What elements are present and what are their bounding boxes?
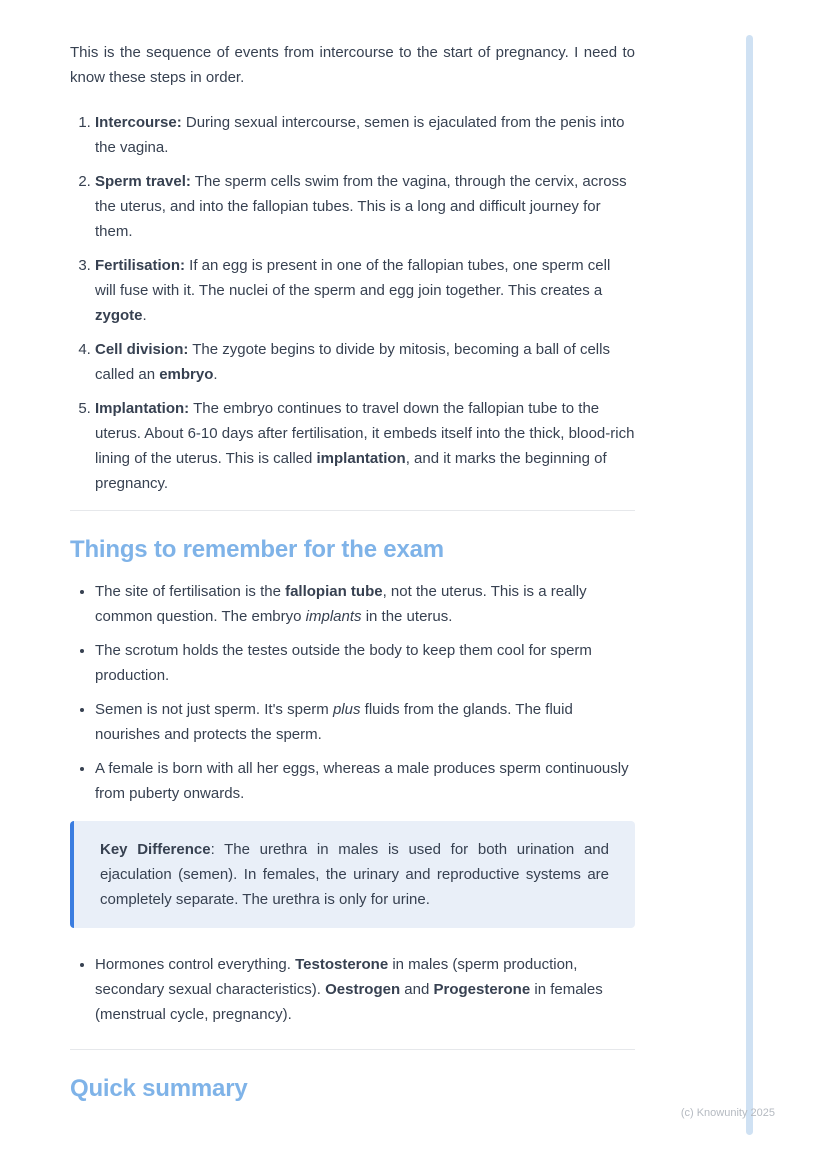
key-difference-callout [70, 821, 635, 928]
watermark: (c) Knowunity 2025 [680, 1107, 775, 1119]
step-intercourse: 1. Intercourse: During sexual intercourse, semen is ejaculated from the penis into the vagina. [95, 110, 635, 160]
section-divider [70, 1049, 635, 1050]
step-fertilisation: 3. Fertilisation: If an egg is present in one of the fallopian tubes, one sperm cell will fuse with it. The nuclei of the sperm and egg join together. This creates a zygote. [95, 253, 635, 328]
exam-tips-list [70, 579, 635, 806]
pregnancy-steps-list [70, 110, 635, 496]
document-content [70, 0, 635, 1118]
hormones-tip-list [70, 952, 635, 1027]
intro-paragraph: This is the sequence of events from intercourse to the start of pregnancy. I need to know these steps in order. [70, 44, 635, 86]
tip-scrotum: • The scrotum holds the testes outside the body to keep them cool for sperm production. [95, 638, 635, 688]
section-divider [70, 510, 635, 511]
callout-text: Key Difference: The urethra in males is used for both urination and ejaculation (semen). In females, the urinary and reproductive systems are completely separate. The urethra is only for urine. [100, 841, 609, 908]
section-heading-exam-tips: Things to remember for the exam [70, 536, 444, 563]
vertical-accent-stripe [746, 35, 753, 1135]
step-implantation: 5. Implantation: The embryo continues to travel down the fallopian tube to the uterus. About 6-10 days after fertilisation, it embeds itself into the thick, blood-rich lining of the uterus. This is called implantation, and it marks the beginning of pregnancy. [95, 396, 635, 496]
tip-hormones: • Hormones control everything. Testosterone in males (sperm production, secondary sexual characteristics). Oestrogen and Progesterone in females (menstrual cycle, pregnancy). [95, 952, 635, 1027]
section-heading-quick-summary: Quick summary [70, 1075, 248, 1102]
tip-eggs-vs-sperm: • A female is born with all her eggs, whereas a male produces sperm continuously from puberty onwards. [95, 756, 635, 806]
step-cell-division: 4. Cell division: The zygote begins to divide by mitosis, becoming a ball of cells called an embryo. [95, 337, 635, 387]
tip-semen: • Semen is not just sperm. It's sperm plus fluids from the glands. The fluid nourishes and protects the sperm. [95, 697, 635, 747]
tip-fertilisation-site: • The site of fertilisation is the fallopian tube, not the uterus. This is a really common question. The embryo implants in the uterus. [95, 579, 635, 629]
step-sperm-travel: 2. Sperm travel: The sperm cells swim from the vagina, through the cervix, across the uterus, and into the fallopian tubes. This is a long and difficult journey for them. [95, 169, 635, 244]
